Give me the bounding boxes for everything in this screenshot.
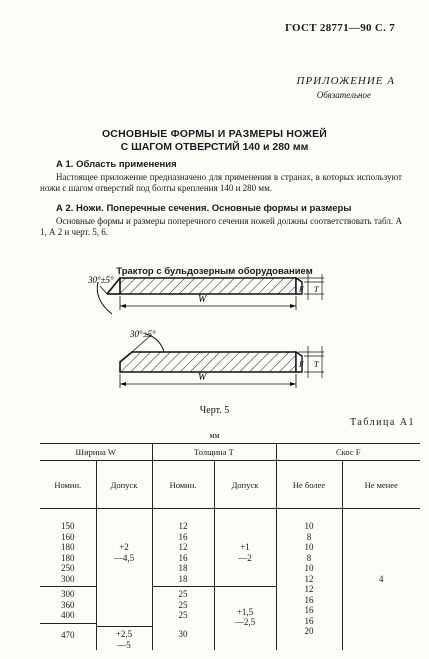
width-nom-group-b <box>40 589 96 621</box>
thickness-label-2: T <box>314 360 319 369</box>
thickness-nominal-value: 25 <box>178 599 188 610</box>
table-label: Таблица А1 <box>350 417 415 428</box>
bevel-max-value: 10 <box>304 563 314 573</box>
main-title-line1: ОСНОВНЫЕ ФОРМЫ И РАЗМЕРЫ НОЖЕЙ <box>101 128 328 140</box>
width-tol-group-a <box>97 521 152 584</box>
width-nominal-value: 300 <box>61 573 75 584</box>
table-row <box>40 509 420 651</box>
thickness-nominal-value: 25 <box>178 610 188 620</box>
thick-nom-group-b <box>153 589 214 621</box>
thickness-nominal-value: 12 <box>178 542 188 552</box>
bevel-max-value: 16 <box>304 615 314 626</box>
thickness-nominal-cell <box>152 509 214 651</box>
divider <box>40 623 96 624</box>
width-nominal-value: 470 <box>61 629 75 640</box>
blade-profile-1 <box>97 274 324 314</box>
width-nominal-value: 360 <box>61 599 75 610</box>
angle-label-1: 30°±5° <box>88 275 114 285</box>
width-nominal-value: 180 <box>61 542 75 552</box>
thickness-nominal-value: 25 <box>178 589 188 599</box>
width-label-2: W <box>198 372 207 383</box>
bevel-min-cell: 4 <box>342 509 420 651</box>
thickness-label-1: T <box>314 285 319 294</box>
thick-tol-b-plus: +1,5 <box>236 606 254 617</box>
width-label-1: W <box>198 294 207 305</box>
dimensions-table <box>40 443 420 650</box>
blade-cross-section-drawing <box>60 274 360 404</box>
width-tol-c-plus: +2,5 <box>115 629 133 639</box>
thickness-nominal-value: 16 <box>178 531 188 542</box>
thickness-nominal-value: 30 <box>178 628 188 639</box>
width-nominal-value: 300 <box>61 589 75 599</box>
bevel-max-value: 8 <box>306 531 312 542</box>
thickness-nominal-value: 12 <box>178 521 188 531</box>
width-nominal-cell <box>40 509 96 651</box>
document-code: ГОСТ 28771—90 С. 7 <box>284 22 395 34</box>
bevel-label-1: F <box>299 285 304 294</box>
bevel-max-value: 10 <box>304 542 314 552</box>
subheader-bevel-max: Не более <box>276 461 342 509</box>
group-thickness: Толщина T <box>152 444 276 461</box>
thickness-nominal-value: 18 <box>178 563 188 573</box>
bevel-max-value: 12 <box>304 584 314 594</box>
width-tol-c-minus: —5 <box>117 639 131 650</box>
bevel-max-value: 16 <box>304 594 314 605</box>
section-a2-body: Основные формы и размеры поперечного сечения ножей должны соответствовать табл. А 1, А 2 и черт. 5, 6. <box>40 216 402 237</box>
subheader-width-nom: Номин. <box>40 461 96 509</box>
width-tol-plus: +2 <box>119 542 129 552</box>
figure-caption: Трактор с бульдозерным оборудованием <box>116 266 313 277</box>
thick-tol-minus: —2 <box>238 552 252 563</box>
divider <box>40 586 96 587</box>
thick-tol-plus: +1 <box>240 542 250 552</box>
table-units: мм <box>209 431 220 440</box>
bevel-label-2: F <box>299 360 304 369</box>
section-a1-body: Настоящее приложение предназначено для применения в странах, в которых используют ножи с шагом отверстий под болты крепления 140 и 280 мм. <box>40 172 402 193</box>
width-tol-minus: —4,5 <box>113 552 135 563</box>
group-bevel: Скос F <box>276 444 420 461</box>
bevel-max-value: 16 <box>304 605 314 615</box>
thickness-tolerance-cell <box>214 509 276 651</box>
blade-profile-2 <box>120 334 324 388</box>
section-a1-text <box>40 172 402 194</box>
divider <box>153 586 214 587</box>
group-width: Ширина W <box>40 444 152 461</box>
bevel-max-value: 8 <box>306 552 312 563</box>
thick-tol-group-b <box>215 589 276 645</box>
thick-tol-group-a <box>215 521 276 584</box>
width-nominal-value: 250 <box>61 563 75 573</box>
width-nominal-value: 180 <box>61 552 75 563</box>
main-title-line2: С ШАГОМ ОТВЕРСТИЙ 140 и 280 мм <box>120 141 309 153</box>
section-a2-heading: А 2. Ножи. Поперечные сечения. Основные формы и размеры <box>56 203 352 214</box>
bevel-max-value: 20 <box>304 626 314 636</box>
divider <box>215 586 276 587</box>
bevel-max-value: 10 <box>304 521 314 531</box>
figure-number: Черт. 5 <box>199 405 230 416</box>
thick-tol-b-minus: —2,5 <box>234 617 256 627</box>
bevel-max-value: 12 <box>304 573 314 584</box>
subheader-bevel-min: Не менее <box>342 461 420 509</box>
angle-label-2: 30°±5° <box>130 329 156 339</box>
appendix-status: Обязательное <box>316 90 371 100</box>
bevel-max-cell <box>276 509 342 651</box>
subheader-width-tol: Допуск <box>96 461 152 509</box>
thick-nom-group-a <box>153 521 214 584</box>
subheader-thick-nom: Номин. <box>152 461 214 509</box>
width-nominal-value: 150 <box>61 521 75 531</box>
section-a2-text <box>40 216 402 238</box>
thickness-nominal-value: 16 <box>178 552 188 563</box>
width-nom-group-a <box>40 521 96 584</box>
width-nominal-value: 160 <box>61 531 75 542</box>
bevel-max-values <box>277 521 342 637</box>
width-tol-group-c <box>97 627 152 650</box>
appendix-title: ПРИЛОЖЕНИЕ А <box>296 75 395 87</box>
width-nom-group-c <box>40 630 96 641</box>
width-tolerance-cell <box>96 509 152 651</box>
width-nominal-value: 400 <box>61 610 75 620</box>
thickness-nominal-value: 18 <box>178 573 188 584</box>
thick-nom-group-c <box>153 629 214 640</box>
subheader-thick-tol: Допуск <box>214 461 276 509</box>
section-a1-heading: А 1. Область применения <box>56 159 177 170</box>
